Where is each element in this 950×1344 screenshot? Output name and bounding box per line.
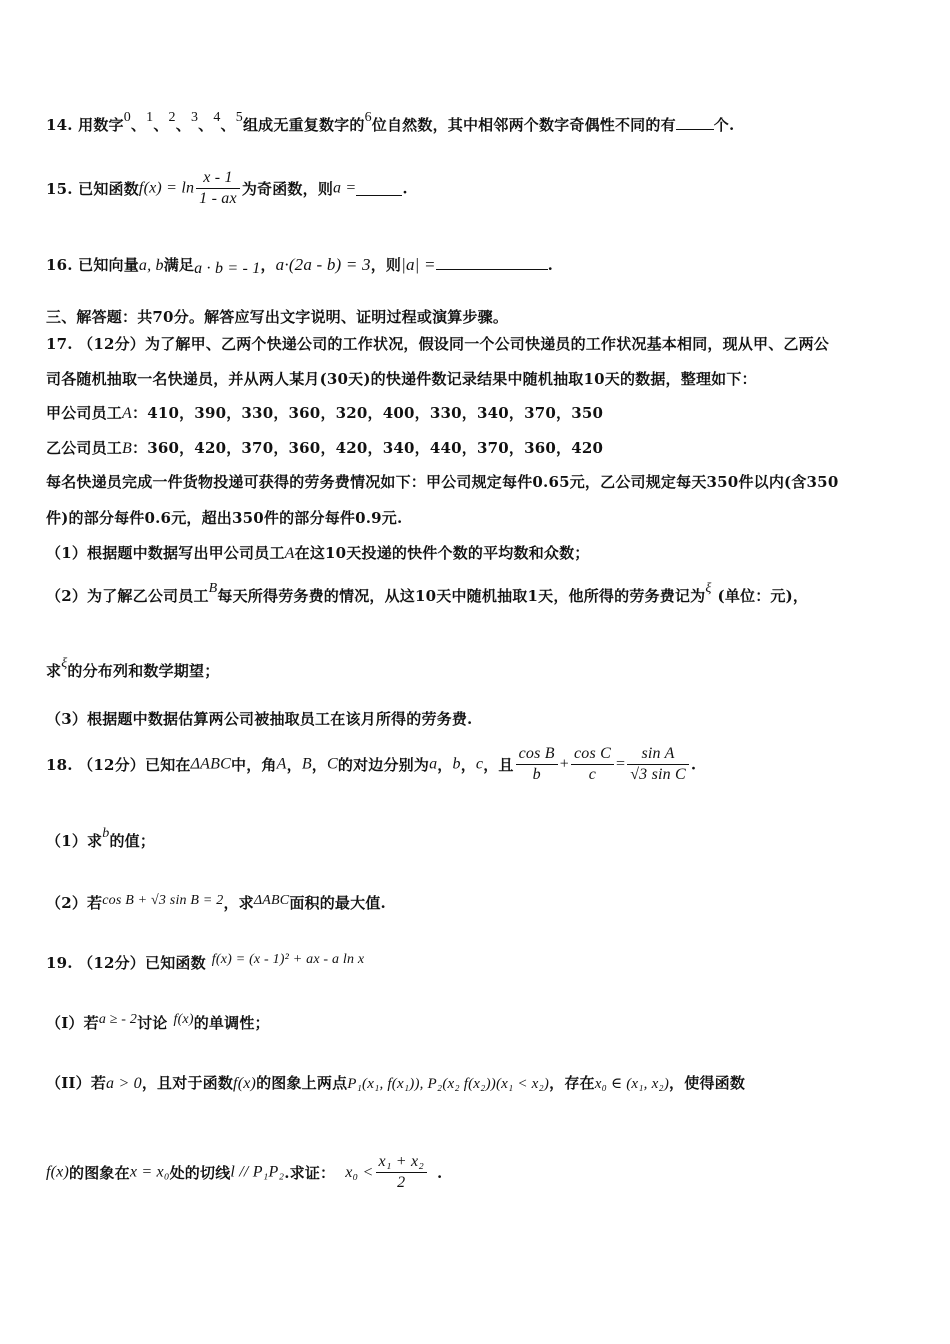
q19-p2-d: ，存在 [549, 1074, 595, 1092]
q18-c: c [475, 755, 484, 773]
q18-comma: ， [437, 756, 453, 774]
q17-line6: 件)的部分每件0.6元，超出350件的部分每件0.9元. [46, 509, 403, 527]
q18-A: A [276, 755, 287, 773]
q17-p2-xi2: ξ [61, 656, 68, 671]
q14-end: 个. [713, 116, 735, 134]
q18-mid1: 中，角 [231, 756, 277, 774]
q19-part1 [46, 1012, 270, 1033]
q16-mid2: ，则 [370, 256, 402, 274]
q18-mid3: ，且 [483, 756, 514, 774]
q15-answer-blank [356, 181, 402, 196]
q14-lead: 14. 用数字 [46, 116, 124, 134]
q14-mid: 组成无重复数字的 [242, 116, 365, 134]
q16-comma: ， [260, 256, 276, 274]
q18-b: b [452, 755, 461, 773]
q18-comma: ， [311, 756, 327, 774]
q14-count: 6 [364, 110, 372, 125]
q17-line1: 17. （12分）为了解甲、乙两个快递公司的工作状况，假设同一个公司快递员的工作状况基本相同，现从甲、乙两公 [46, 335, 829, 353]
q19-p3-end: . [437, 1163, 443, 1182]
q17-a-values: ：410，390，330，360，320，400，330，340，370，350 [132, 404, 604, 422]
q18-triangle: ΔABC [190, 755, 232, 773]
q18-B: B [301, 755, 312, 773]
q19-p2-b: ，且对于函数 [141, 1074, 234, 1092]
q15-function: f(x) = ln [138, 179, 195, 197]
q17-p2-a: （2）为了解乙公司员工 [46, 587, 209, 605]
q18-comma: ， [286, 756, 302, 774]
digit-5: 5 [235, 110, 243, 125]
q16-vectors: a, b [138, 257, 164, 274]
q16-cond1: a · b = - 1 [194, 260, 261, 277]
q15-numerator: x - 1 [196, 168, 240, 189]
q19-p2-x0: x₀ ∈ (x₁, x₂) [594, 1076, 670, 1092]
q14-sep: 、 [175, 116, 191, 134]
q17-line5: 每名快递员完成一件货物投递可获得的劳务费情况如下：甲公司规定每件0.65元，乙公司规定每天350件以内(含350 [46, 473, 839, 491]
q15-mid: 为奇函数，则 [241, 180, 334, 198]
q17-part2 [46, 581, 809, 606]
q19-p3-c: .求证： [284, 1164, 336, 1182]
question-14 [46, 110, 735, 135]
q18-frac2-den: c [588, 766, 597, 783]
q18-p2-a: （2）若 [46, 894, 103, 912]
q19-p2-e: ，使得函数 [669, 1074, 746, 1092]
q19-p3-f: f(x) [46, 1163, 70, 1181]
q16-abs: |a| = [401, 255, 436, 274]
q17-company-b-data [46, 437, 603, 458]
q16-mid1: 满足 [163, 256, 195, 274]
q19-p1-b: 讨论 [137, 1014, 168, 1032]
q18-frac3-num: sin A [627, 744, 689, 765]
q14-sep: 、 [153, 116, 169, 134]
q18-frac1-num: cos B [516, 744, 558, 765]
q19-p2-cond: a > 0 [106, 1075, 142, 1092]
q14-sep: 、 [198, 116, 214, 134]
q17-b-var: B [122, 440, 132, 457]
q16-end: . [547, 256, 554, 274]
q19-p3-parallel: l // P₁P₂ [230, 1163, 285, 1181]
q18-frac1-den: b [532, 766, 541, 783]
q18-p2-tri: ΔABC [253, 893, 290, 908]
q16-cond2: a·(2a - b) = 3 [275, 255, 371, 274]
q19-function: f(x) = (x - 1)² + ax - a ln x [211, 952, 365, 967]
question-15 [46, 168, 408, 209]
q15-eq: a = [333, 179, 357, 197]
q18-C: C [327, 755, 338, 773]
q18-p2-b: ，求 [223, 894, 254, 912]
q18-p1-var: b [102, 826, 110, 841]
q19-p1-cond: a ≥ - 2 [98, 1012, 138, 1027]
q19-p3-num: x₁ + x₂ [376, 1152, 428, 1173]
q17-p2-d1: 求 [46, 662, 62, 680]
q18-end: . [690, 755, 697, 774]
q17-company-a-data [46, 402, 603, 423]
q18-frac3-den: √3 sin C [630, 766, 686, 783]
q17-part3: （3）根据题中数据估算两公司被抽取员工在该月所得的劳务费. [46, 710, 473, 728]
q17-a-label: 甲公司员工 [46, 404, 123, 422]
q17-p1-b: 在这10天投递的快件个数的平均数和众数； [294, 544, 590, 562]
q17-p2-b: 每天所得劳务费的情况，从这10天中随机抽取1天，他所得的劳务费记为 [217, 587, 706, 605]
q14-sep: 、 [130, 116, 147, 134]
q15-lead: 15. 已知函数 [46, 180, 139, 198]
q19-lead: 19. （12分）已知函数 [46, 954, 206, 972]
q19-part2-cont [46, 1152, 442, 1193]
q18-plus: + [559, 755, 569, 773]
q17-a-var: A [122, 405, 132, 422]
q14-tail: 位自然数，其中相邻两个数字奇偶性不同的有 [371, 116, 676, 134]
q17-part2-cont [46, 656, 220, 681]
q15-fraction [196, 168, 240, 209]
q19-p2-c: 的图象上两点 [256, 1074, 348, 1092]
q19-p3-lhs: x₀ < [345, 1163, 374, 1181]
digit-4: 4 [213, 110, 221, 125]
q18-frac-sinA [627, 744, 689, 785]
q19-p3-fraction [376, 1152, 428, 1193]
q19-p2-points: P₁(x₁, f(x₁)), P₂(x₂ f(x₂))(x₁ < x₂) [347, 1076, 550, 1092]
q15-end: . [402, 179, 408, 198]
q18-mid2: 的对边分别为 [337, 756, 430, 774]
q14-sep: 、 [220, 116, 236, 134]
q17-p2-c: (单位：元)， [717, 587, 809, 605]
q17-b-values: ：360，420，370，360，420，340，440，370，360，420 [132, 439, 604, 457]
q18-a: a [429, 755, 438, 773]
q17-b-label: 乙公司员工 [46, 439, 123, 457]
question-16 [46, 254, 553, 275]
q17-p1-a: （1）根据题中数据写出甲公司员工 [46, 544, 285, 562]
digit-2: 2 [168, 110, 176, 125]
q19-p3-at: x = x₀ [129, 1163, 170, 1181]
q19-p3-b: 处的切线 [169, 1164, 231, 1182]
q14-answer-blank [676, 115, 714, 130]
q17-part1 [46, 542, 590, 563]
question-19 [46, 952, 364, 973]
q17-p2-xi: ξ [705, 581, 712, 596]
q15-denominator: 1 - ax [199, 190, 237, 207]
q19-p1-a: （I）若 [46, 1014, 99, 1032]
q18-comma: ， [460, 756, 476, 774]
q16-answer-blank [436, 255, 548, 270]
q18-p1-a: （1）求 [46, 832, 103, 850]
q19-part2 [46, 1072, 745, 1093]
section-3-heading: 三、解答题：共70分。解答应写出文字说明、证明过程或演算步骤。 [46, 308, 509, 326]
q19-p3-a: 的图象在 [69, 1164, 130, 1182]
digit-1: 1 [146, 110, 154, 125]
q18-part1 [46, 826, 156, 851]
q18-lead: 18. （12分）已知在 [46, 756, 191, 774]
q17-p2-d2: 的分布列和数学期望； [67, 662, 220, 680]
q18-equals: = [615, 755, 626, 773]
digit-0: 0 [123, 110, 131, 125]
q18-p2-c: 面积的最大值. [289, 894, 386, 912]
q18-frac-cosC [571, 744, 614, 785]
question-18 [46, 744, 696, 785]
q19-p2-f: f(x) [233, 1075, 257, 1092]
q18-p1-b: 的值； [109, 832, 156, 850]
q19-p3-den: 2 [397, 1174, 406, 1191]
q16-lead: 16. 已知向量 [46, 256, 139, 274]
q18-frac-cosB [516, 744, 558, 785]
q19-p1-f: f(x) [173, 1012, 194, 1027]
q18-p2-cond: cos B + √3 sin B = 2 [102, 893, 224, 908]
q18-frac2-num: cos C [571, 744, 614, 765]
q17-p2-var: B [208, 581, 218, 596]
q17-p1-var: A [284, 545, 295, 562]
q19-p1-c: 的单调性； [193, 1014, 270, 1032]
q18-part2 [46, 892, 386, 913]
digit-3: 3 [190, 110, 199, 125]
q17-line2: 司各随机抽取一名快递员，并从两人某月(30天)的快递件数记录结果中随机抽取10天的数据，整理如下： [46, 370, 757, 388]
q19-p2-a: （II）若 [46, 1074, 107, 1092]
